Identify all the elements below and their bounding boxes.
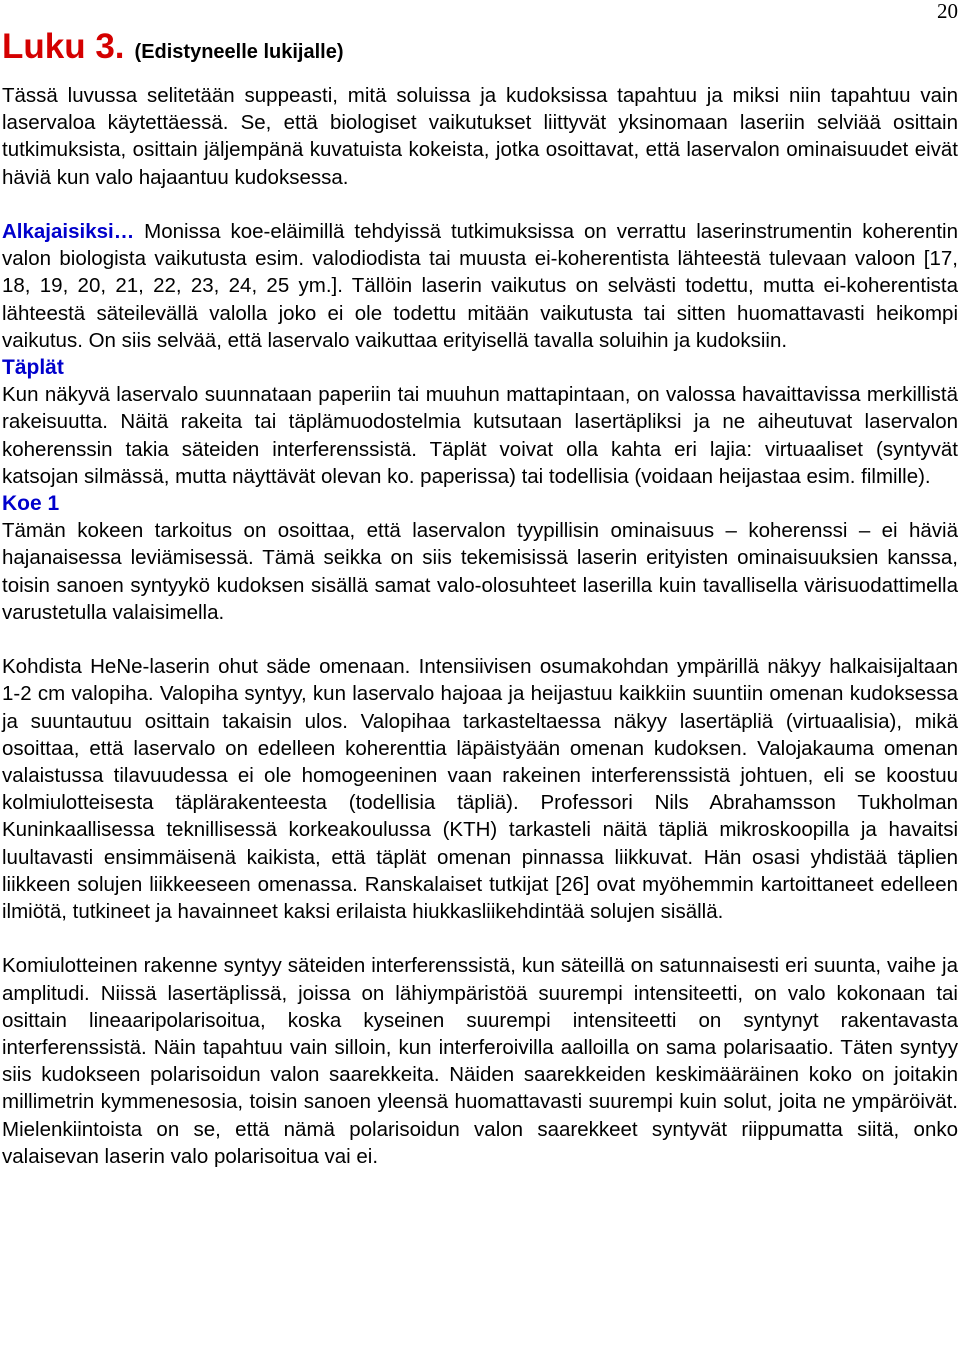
chapter-subtitle: (Edistyneelle lukijalle) [134,41,344,63]
section-heading-taplat: Täplät [2,356,64,380]
section-heading-koe1: Koe 1 [2,492,60,516]
intro-paragraph: Tässä luvussa selitetään suppeasti, mitä soluissa ja kudoksissa tapahtuu ja miksi niin tapahtuu vain laservaloa käytettäessä. Se, että biologiset vaikutukset liittyvät yksinomaan laseriin selviää osittain tutkimuksista, osittain jäljempänä kuvatuista kokeista, jotka osoittavat, että laservalon ominaisuudet eivät häviä kun valo hajaantuu kudoksessa. [2,84,958,189]
taplat-paragraph: Kun näkyvä laservalo suunnataan paperiin tai muuhun mattapintaan, on valossa havaittavissa merkillistä rakeisuutta. Näitä rakeita tai täplämuodostelmia kutsutaan lasertäpliksi ja ne aiheutuvat laservalon koherenssin takia säteiden interferenssistä. Täplät voivat olla kahta eri lajia: virtuaaliset (syntyvät katsojan silmässä, mutta näyttävät olevan ko. paperissa) tai todellisia (voidaan heijastaa esim. filmille). [2,383,958,488]
alkajaisiksi-lead: Alkajaisiksi… [2,220,135,243]
page-content [2,24,958,1170]
chapter-title: Luku 3. [2,27,125,66]
koe1-paragraph-1: Tämän kokeen tarkoitus on osoittaa, että laservalon tyypillisin ominaisuus – koherenssi – ei häviä hajanaisessa leviämisessä. Tämä seikka on siis tekemisissä laserin erityisten ominaisuuksien kanssa, toisin sanoen syntyykö kudoksen sisällä samat valo-olosuhteet laserilla kuin tavallisella värisuodattimella varustetulla valaisimella. [2,519,958,624]
koe1-paragraph-3: Komiulotteinen rakenne syntyy säteiden interferenssistä, kun säteillä on satunnaisesti eri suunta, vaihe ja amplitudi. Niissä lasertäplissä, joissa on lähiympäristöä suurempi intensiteetti, on valo kokonaan tai osittain lineaaripolarisoitua, koska kyseinen suurempi intensiteetti on syntynyt rakentavasta interferenssistä. Näin tapahtuu vain silloin, kun interferoivilla aalloilla on sama polarisaatio. Täten syntyy siis kudokseen polarisoidun valon saarekkeita. Näiden saarekkeiden keskimääräinen koko on joitakin millimetrin kymmenesosia, toisin sanoen yleensä huomattavasti suurempi kuin solut, joita ne ympäröivät. Mielenkiintoista on se, että nämä polarisoidun valon saarekkeet syntyvät riippumatta siitä, onko valaisevan laserin valo polarisoitua vai ei. [2,954,958,1168]
alkajaisiksi-paragraph [2,218,958,354]
alkajaisiksi-text: Monissa koe-eläimillä tehdyissä tutkimuksissa on verrattu laserinstrumentin koherentin valon biologista vaikutusta esim. valodiodista tai muusta ei-koherentista lähteestä tulevaan valoon [17, 18, 19, 20, 21, 22, 23, 24, 25 ym.]. Tällöin laserin vaikutus on selvästi todettu, mutta ei-koherentista lähteestä säteilevällä valolla joko ei ole todettu mitään vaikutusta tai sitten huomattavasti heikompi vaikutus. On siis selvää, että laservalo vaikuttaa erityisellä tavalla soluihin ja kudoksiin. [2,220,958,352]
page-number: 20 [937,0,958,23]
chapter-heading [2,24,958,70]
koe1-paragraph-2: Kohdista HeNe-laserin ohut säde omenaan. Intensiivisen osumakohdan ympärillä näkyy halkaisijaltaan 1-2 cm valopiha. Valopiha syntyy, kun laservalo hajoaa ja heijastuu kaikkiin suuntiin omenan kudoksessa ja suuntautuu osittain takaisin ulos. Valopihaa tarkasteltaessa näkyy lasertäpliä (virtuaalisia), mikä osoittaa, että laservalo on edelleen koherenttia läpäistyään omenan kudoksen. Valojakauma omenan valaistussa tilavuudessa ei ole homogeeninen vaan rakeinen interferenssistä johtuen, eli se koostuu kolmiulotteisesta täplärakenteesta (todellisia täpliä). Professori Nils Abrahamsson Tukholman Kuninkaallisessa teknillisessä korkeakoulussa (KTH) tarkasteli näitä täpliä mikroskoopilla ja havaitsi luultavasti ensimmäisenä kaikista, että täplät omenan pinnassa liikkuvat. Hän osasi yhdistää täplien liikkeen solujen liikkeeseen omenassa. Ranskalaiset tutkijat [26] ovat myöhemmin kartoittaneet edelleen ilmiötä, tutkineet ja havainneet kaksi erilaista hiukkasliikehdintää solujen sisällä. [2,655,958,924]
